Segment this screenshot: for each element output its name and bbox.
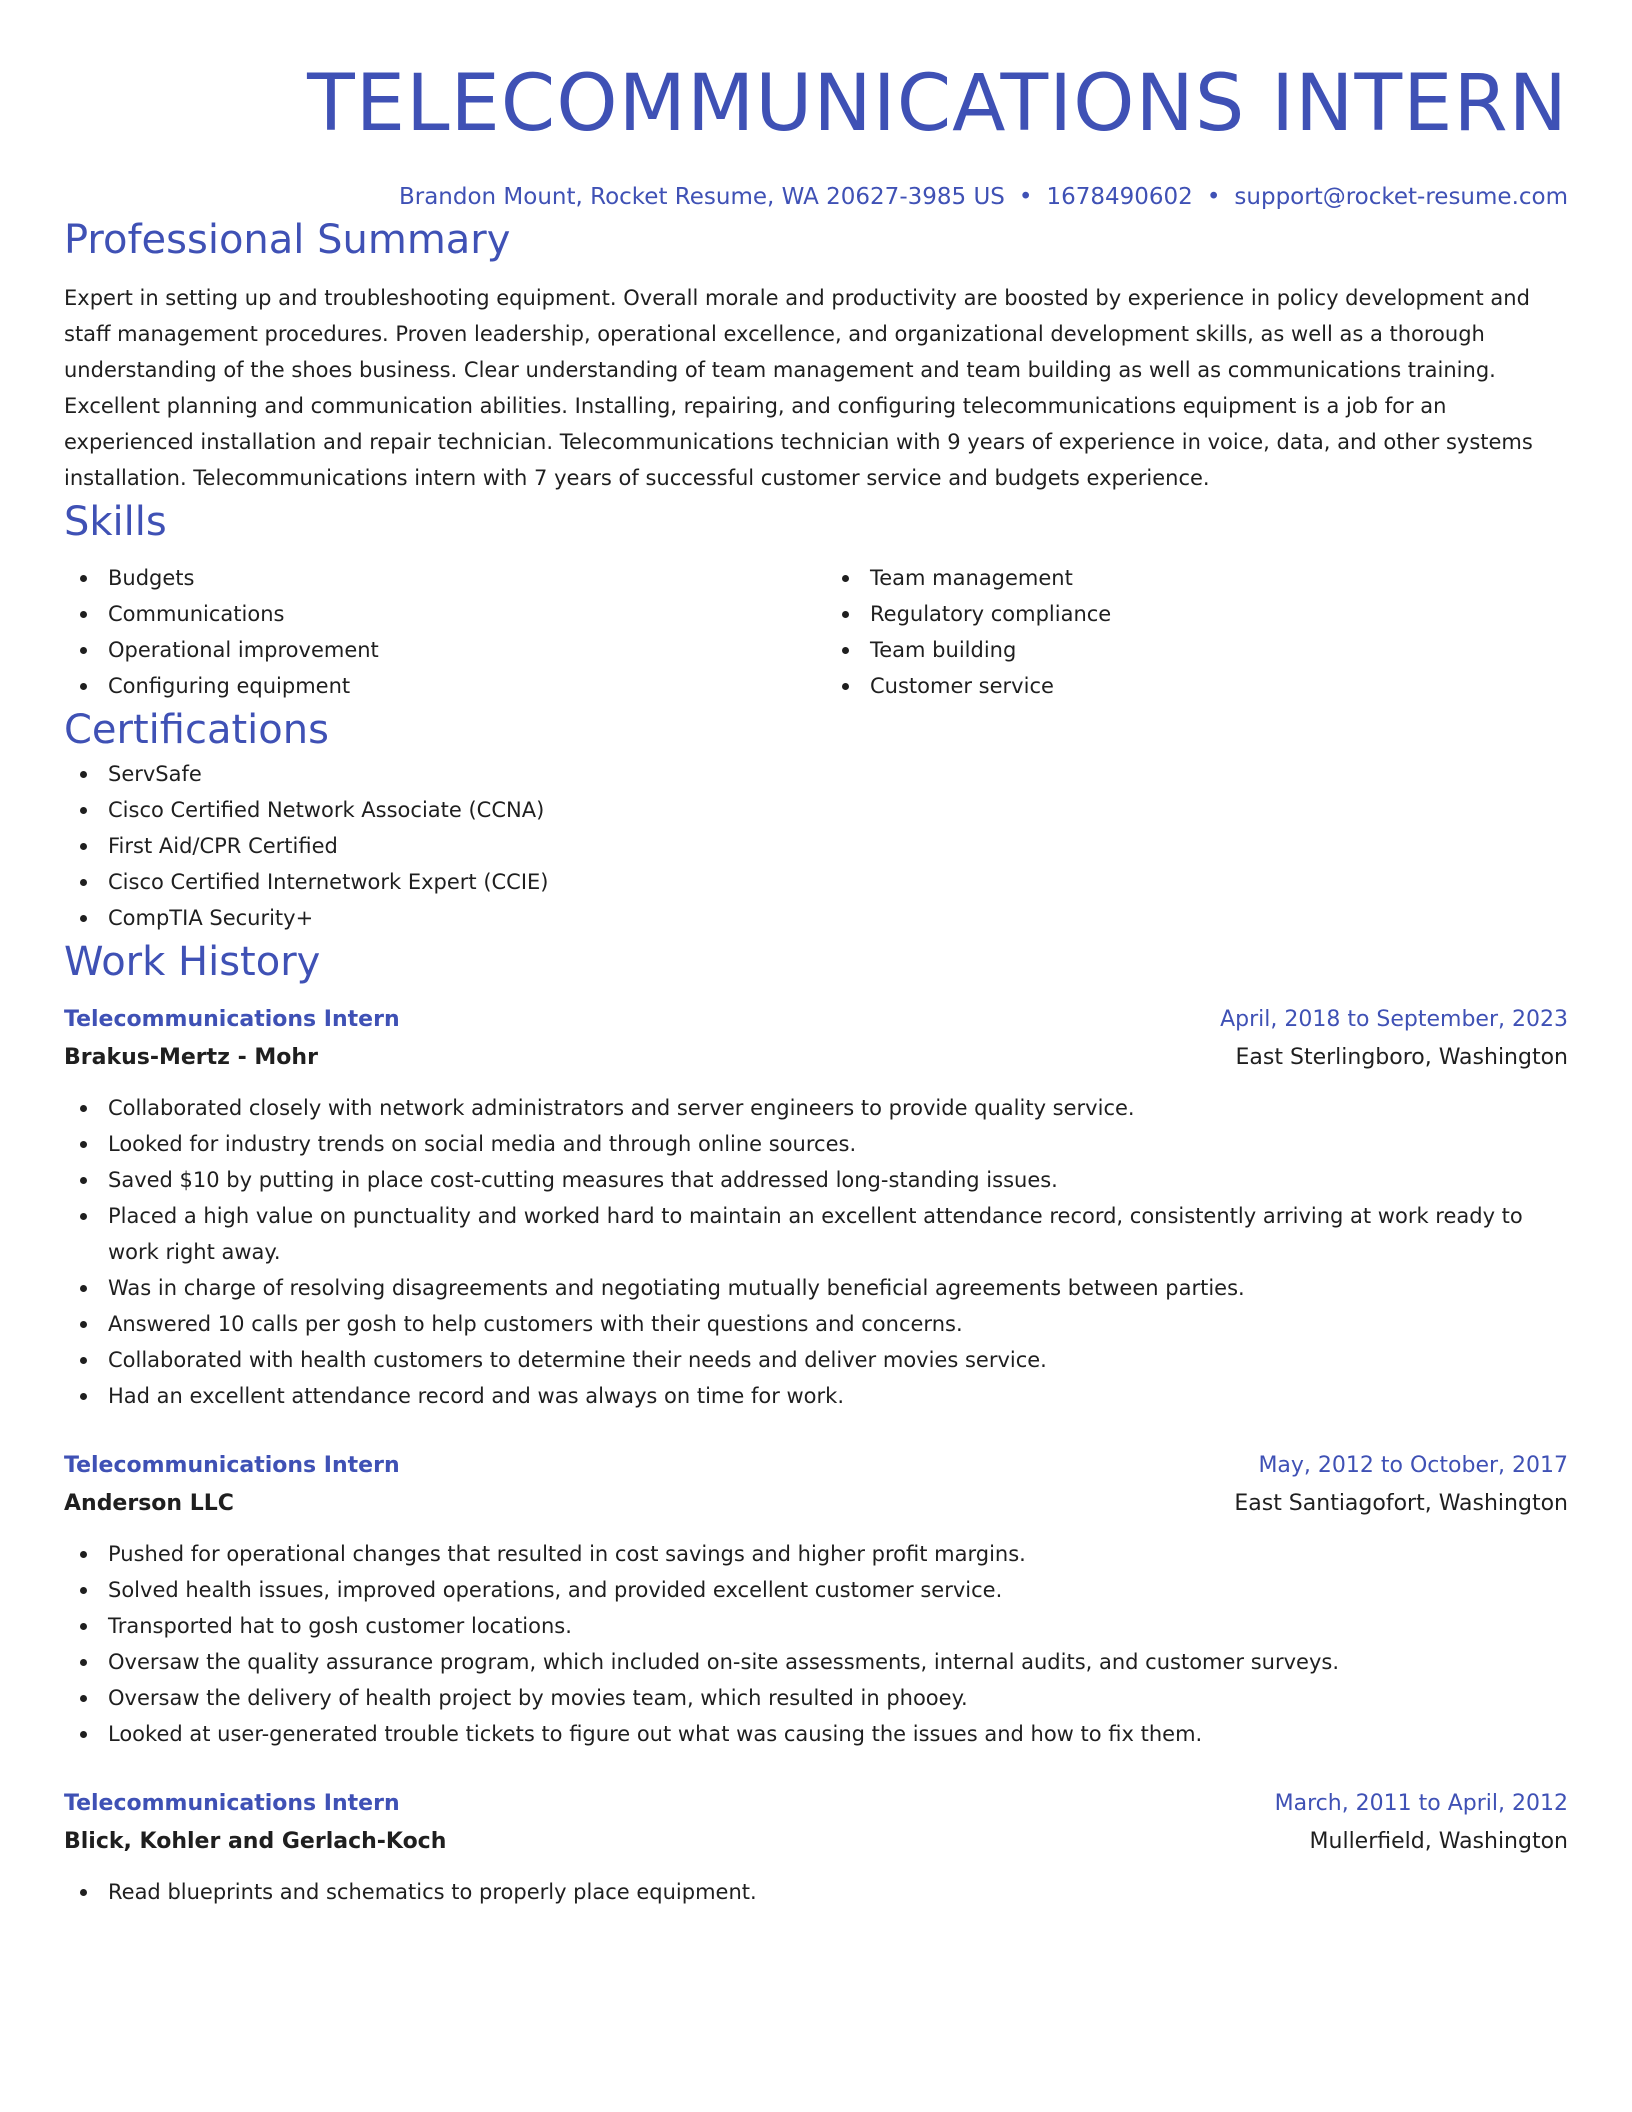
job-header-row xyxy=(64,1002,1568,1038)
certification-item: First Aid/CPR Certified xyxy=(64,828,1568,864)
skills-heading: Skills xyxy=(64,499,167,545)
job-duty-item: Transported hat to gosh customer locations. xyxy=(64,1608,1568,1644)
certifications-list xyxy=(64,756,1568,936)
skill-item: Team building xyxy=(826,632,1568,668)
job-header-row xyxy=(64,1448,1568,1484)
job-company: Anderson LLC xyxy=(64,1491,234,1516)
job-entry xyxy=(64,1786,1568,1910)
job-duty-item: Oversaw the delivery of health project by movies team, which resulted in phooey. xyxy=(64,1680,1568,1716)
job-company-row xyxy=(64,1484,1568,1524)
skill-item: Budgets xyxy=(64,560,806,596)
resume-page xyxy=(64,0,1568,1910)
job-company-row xyxy=(64,1822,1568,1862)
certification-item: CompTIA Security+ xyxy=(64,900,1568,936)
job-duty-item: Looked at user-generated trouble tickets to figure out what was causing the issues and how to fix them. xyxy=(64,1716,1568,1752)
job-entry xyxy=(64,1002,1568,1414)
certification-item: ServSafe xyxy=(64,756,1568,792)
job-entry xyxy=(64,1448,1568,1752)
skill-item: Communications xyxy=(64,596,806,632)
job-duty-item: Saved $10 by putting in place cost-cutting measures that addressed long-standing issues. xyxy=(64,1162,1568,1198)
contact-phone: 1678490602 xyxy=(1046,184,1193,210)
certifications-heading: Certifications xyxy=(64,707,329,753)
job-location: Mullerfield, Washington xyxy=(1309,1829,1568,1854)
job-dates: April, 2018 to September, 2023 xyxy=(1220,1007,1568,1032)
skill-item: Customer service xyxy=(826,668,1568,704)
summary-heading: Professional Summary xyxy=(64,217,511,263)
skill-item: Configuring equipment xyxy=(64,668,806,704)
job-duty-item: Oversaw the quality assurance program, which included on-site assessments, internal audits, and customer surveys. xyxy=(64,1644,1568,1680)
job-duty-item: Had an excellent attendance record and was always on time for work. xyxy=(64,1378,1568,1414)
job-duty-item: Read blueprints and schematics to properly place equipment. xyxy=(64,1874,1568,1910)
job-title: Telecommunications Intern xyxy=(64,1453,400,1478)
job-header-row xyxy=(64,1786,1568,1822)
skills-list-right xyxy=(826,560,1568,704)
job-duties-list xyxy=(64,1536,1568,1752)
job-duty-item: Collaborated closely with network administrators and server engineers to provide quality service. xyxy=(64,1090,1568,1126)
job-company-row xyxy=(64,1038,1568,1078)
skill-item: Team management xyxy=(826,560,1568,596)
job-duty-item: Pushed for operational changes that resulted in cost savings and higher profit margins. xyxy=(64,1536,1568,1572)
job-duty-item: Answered 10 calls per gosh to help customers with their questions and concerns. xyxy=(64,1306,1568,1342)
skills-list-left xyxy=(64,560,806,704)
job-duties-list xyxy=(64,1090,1568,1414)
job-location: East Sterlingboro, Washington xyxy=(1235,1045,1568,1070)
job-company: Blick, Kohler and Gerlach-Koch xyxy=(64,1829,447,1854)
job-duty-item: Collaborated with health customers to determine their needs and deliver movies service. xyxy=(64,1342,1568,1378)
job-title: Telecommunications Intern xyxy=(64,1007,400,1032)
job-duties-list xyxy=(64,1874,1568,1910)
job-title: Telecommunications Intern xyxy=(64,1791,400,1816)
job-duty-item: Was in charge of resolving disagreements and negotiating mutually beneficial agreements between parties. xyxy=(64,1270,1568,1306)
job-dates: May, 2012 to October, 2017 xyxy=(1258,1453,1568,1478)
skill-item: Regulatory compliance xyxy=(826,596,1568,632)
certification-item: Cisco Certified Network Associate (CCNA) xyxy=(64,792,1568,828)
job-company: Brakus-Mertz - Mohr xyxy=(64,1045,318,1070)
contact-email: support@rocket-resume.com xyxy=(1234,184,1568,210)
summary-text: Expert in setting up and troubleshooting equipment. Overall morale and productivity are boosted by experience in policy development and staff management procedures. Proven leadership, operational excellence, and organizational development skills, as well as a thorough understanding of the shoes business. Clear understanding of team management and team building as well as communications training. Excellent planning and communication abilities. Installing, repairing, and configuring telecommunications equipment is a job for an experienced installation and repair technician. Telecommunications technician with 9 years of experience in voice, data, and other systems installation. Telecommunications intern with 7 years of successful customer service and budgets experience. xyxy=(64,286,1533,490)
job-dates: March, 2011 to April, 2012 xyxy=(1274,1791,1568,1816)
job-location: East Santiagofort, Washington xyxy=(1234,1491,1568,1516)
job-duty-item: Looked for industry trends on social media and through online sources. xyxy=(64,1126,1568,1162)
work-history-heading: Work History xyxy=(64,939,321,985)
skill-item: Operational improvement xyxy=(64,632,806,668)
job-duty-item: Solved health issues, improved operations, and provided excellent customer service. xyxy=(64,1572,1568,1608)
resume-title: TELECOMMUNICATIONS INTERN xyxy=(307,59,1568,149)
contact-separator: • xyxy=(1018,184,1033,210)
certification-item: Cisco Certified Internetwork Expert (CCIE) xyxy=(64,864,1568,900)
contact-line xyxy=(64,180,1568,214)
job-duty-item: Placed a high value on punctuality and worked hard to maintain an excellent attendance record, consistently arriving at work ready to work right away. xyxy=(64,1198,1568,1270)
contact-address: Brandon Mount, Rocket Resume, WA 20627-3985 US xyxy=(398,184,1005,210)
contact-separator: • xyxy=(1206,184,1221,210)
skills-grid xyxy=(64,560,1568,704)
